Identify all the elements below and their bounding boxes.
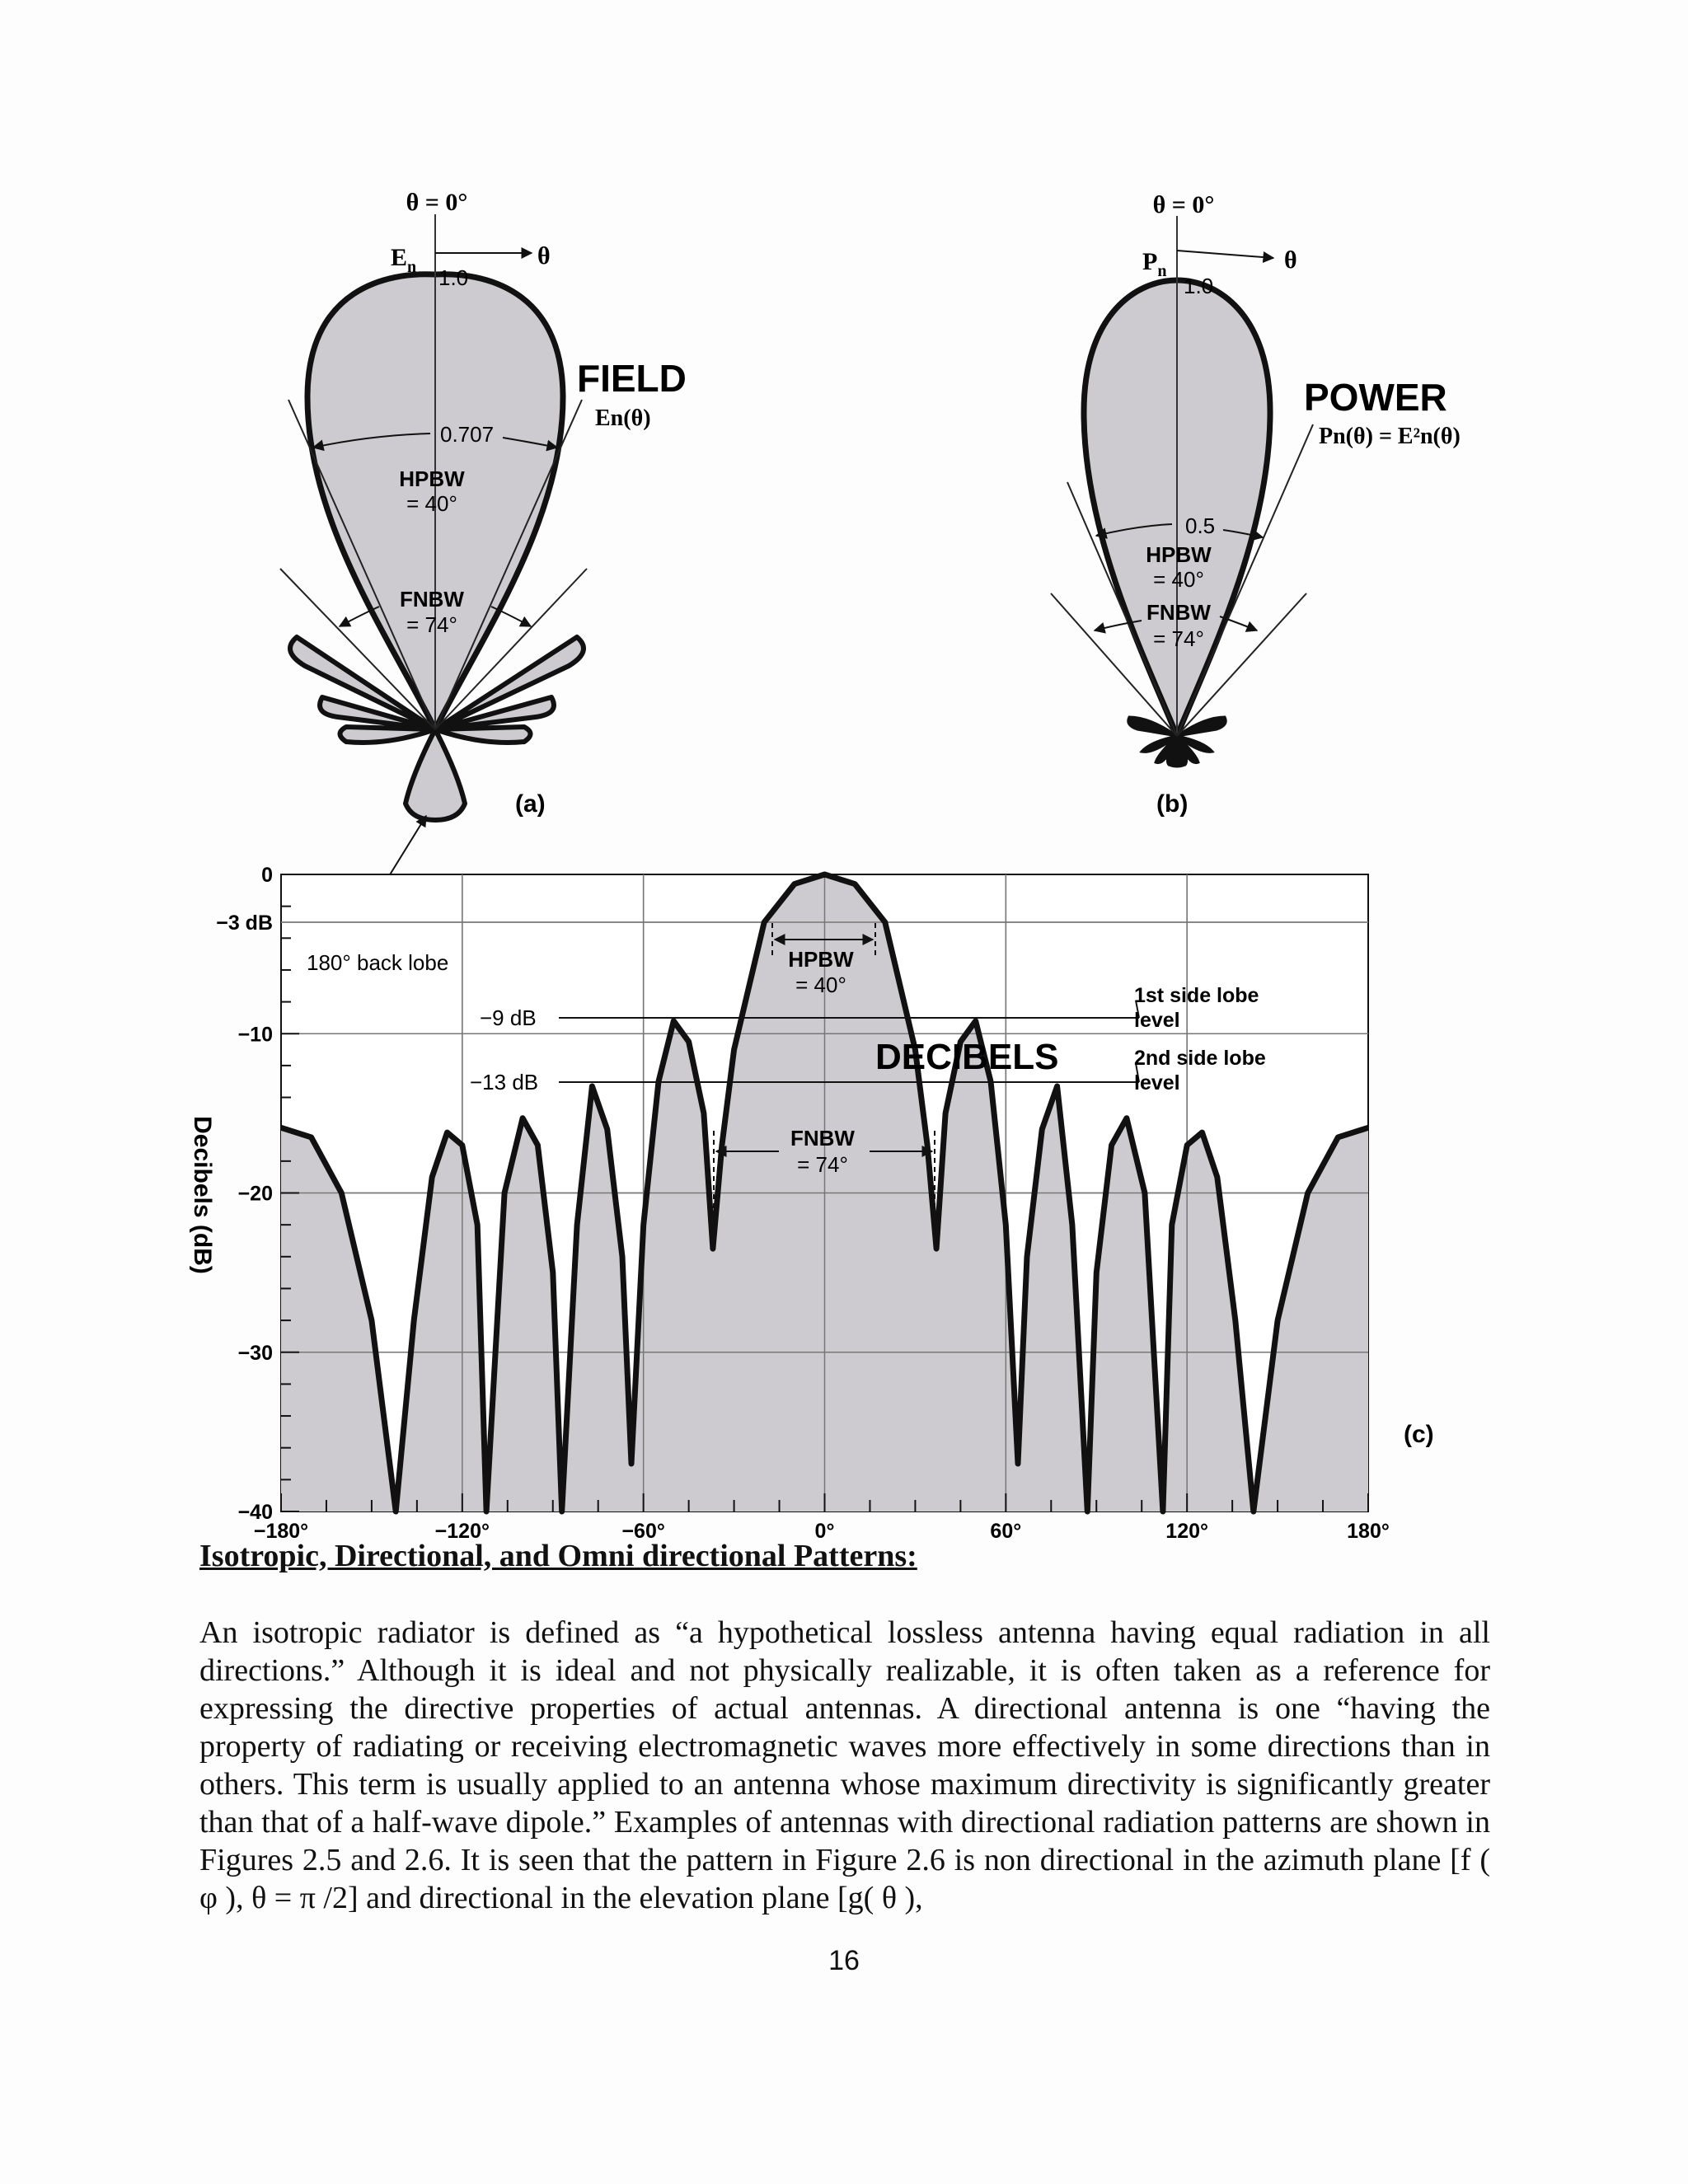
body-paragraph: An isotropic radiator is defined as “a hypothetical lossless antenna having equal radiation in all directions.” Although it is ideal and not physically realizable, it is often taken as a reference for expressing the directive properties of actual antennas. A directional antenna is one “having the property of radiating or receiving electromagnetic waves more effectively in some directions than in others. This term is usually applied to an antenna whose maximum directivity is significantly greater than that of a half-wave dipole.” Examples of antennas with directional radiation patterns are shown in Figures 2.5 and 2.6. It is seen that the pattern in Figure 2.6 is non directional in the azimuth plane [f ( φ ), θ = π /2] and directional in the elevation plane [g( θ ), (199, 1615, 1490, 1915)
data-point (590, 1085, 593, 1088)
data-point (412, 1319, 415, 1322)
side1-label-line2: level (1134, 1009, 1180, 1032)
data-point (1110, 1144, 1114, 1147)
data-point (279, 1126, 283, 1129)
field-theta-arrow-label: θ (537, 242, 551, 269)
data-point (1252, 1510, 1255, 1513)
data-point (606, 1127, 609, 1131)
data-point (793, 883, 796, 886)
data-point (1004, 1223, 1007, 1226)
data-point (672, 1019, 675, 1023)
y-tick-label: −3 dB (216, 911, 273, 935)
data-point (560, 1510, 564, 1513)
data-point (1276, 1319, 1279, 1322)
x-tick-label: 120° (1165, 1520, 1209, 1543)
data-point (720, 1144, 724, 1147)
data-point (1056, 1085, 1059, 1088)
data-point (762, 921, 766, 924)
x-tick-label: 180° (1347, 1520, 1390, 1543)
data-point (430, 1175, 434, 1179)
data-point (340, 1192, 343, 1195)
side1-label-line1: 1st side lobe (1134, 984, 1259, 1007)
data-point (476, 1223, 479, 1226)
power-half-power-value: 0.5 (1185, 513, 1216, 538)
data-point (1143, 1192, 1146, 1195)
data-point (575, 1223, 579, 1226)
power-formula: Pn(θ) = E²n(θ) (1319, 424, 1461, 449)
x-tick-label: −60° (621, 1520, 665, 1543)
data-point (1216, 1175, 1219, 1179)
chart-y-axis-label: Decibels (dB) (189, 1116, 216, 1274)
panel-b-label: (b) (1156, 790, 1189, 818)
data-point (503, 1192, 506, 1195)
data-point (884, 921, 887, 924)
section-heading: Isotropic, Directional, and Omni directional Patterns: (199, 1539, 917, 1573)
data-point (1200, 1131, 1203, 1134)
data-point (687, 1040, 691, 1043)
data-point (1306, 1192, 1310, 1195)
data-point (974, 1019, 978, 1023)
data-point (1040, 1127, 1043, 1131)
data-point (935, 1247, 938, 1250)
power-hpbw-value: = 40° (1153, 567, 1204, 592)
data-point (1085, 1510, 1089, 1513)
data-point (926, 1144, 929, 1147)
data-point (1185, 1144, 1189, 1147)
x-tick-label: 0° (814, 1520, 835, 1543)
field-hpbw-label: HPBW (399, 466, 465, 491)
power-fnbw-label: FNBW (1146, 600, 1211, 625)
data-point (823, 873, 827, 876)
minus9-label: −9 dB (480, 1005, 537, 1030)
y-tick-label: −10 (237, 1023, 273, 1047)
data-point (733, 1048, 736, 1052)
data-point (310, 1136, 313, 1139)
data-point (630, 1462, 633, 1465)
power-peak-label: 1.0 (1184, 274, 1214, 298)
data-point (1170, 1223, 1174, 1226)
data-point (1161, 1510, 1165, 1513)
data-point (1234, 1319, 1237, 1322)
data-point (1336, 1136, 1339, 1139)
field-title: FIELD (577, 357, 687, 400)
y-tick-label: −20 (237, 1182, 273, 1206)
x-tick-label: 60° (990, 1520, 1022, 1543)
decibel-chart (189, 864, 1434, 1543)
power-theta-arrow-label: θ (1284, 246, 1297, 274)
data-point (1025, 1255, 1029, 1258)
field-fnbw-value: = 74° (406, 612, 457, 637)
fnbw-value: = 74° (797, 1152, 848, 1177)
data-point (446, 1131, 449, 1134)
data-point (1071, 1223, 1074, 1226)
data-point (944, 1112, 947, 1115)
field-axis-label: $E_n$ (391, 244, 417, 276)
power-theta-direction-arrow (1177, 251, 1273, 258)
field-fnbw-label: FNBW (400, 587, 464, 612)
side2-label-line1: 2nd side lobe (1134, 1047, 1266, 1070)
data-point (485, 1510, 488, 1513)
power-pattern-panel (1051, 191, 1461, 818)
minus13-label: −13 dB (470, 1070, 539, 1094)
data-point (1125, 1117, 1128, 1120)
data-point (621, 1255, 624, 1258)
data-point (711, 1247, 715, 1250)
x-tick-label: −180° (253, 1520, 309, 1543)
fnbw-label: FNBW (790, 1126, 855, 1151)
data-point (521, 1117, 524, 1120)
field-formula: En(θ) (595, 405, 651, 431)
panel-c-label: (c) (1404, 1421, 1434, 1448)
data-point (394, 1510, 397, 1513)
power-title: POWER (1304, 376, 1447, 419)
field-hpbw-value: = 40° (406, 491, 457, 516)
data-point (853, 883, 856, 886)
y-tick-label: −40 (237, 1501, 273, 1524)
data-point (1367, 1126, 1370, 1129)
power-theta-zero: θ = 0° (1152, 191, 1215, 218)
power-hpbw-label: HPBW (1146, 542, 1212, 567)
data-point (551, 1271, 555, 1274)
decibels-title: DECIBELS (875, 1037, 1059, 1077)
data-point (536, 1144, 539, 1147)
y-tick-label: 0 (261, 864, 273, 887)
data-point (1095, 1271, 1098, 1274)
x-tick-label: −120° (434, 1520, 490, 1543)
data-point (1016, 1462, 1020, 1465)
hpbw-value: = 40° (795, 972, 846, 997)
back-lobe-label: 180° back lobe (307, 950, 449, 975)
power-fnbw-value: = 74° (1153, 626, 1204, 651)
data-point (702, 1112, 706, 1115)
data-point (370, 1319, 373, 1322)
hpbw-label: HPBW (788, 947, 854, 972)
panel-a-label: (a) (515, 790, 546, 818)
field-peak-label: 1.0 (438, 265, 469, 290)
data-point (461, 1144, 464, 1147)
field-theta-zero: θ = 0° (406, 189, 468, 216)
data-point (642, 1223, 645, 1226)
field-half-power-value: 0.707 (440, 422, 495, 447)
y-tick-label: −30 (237, 1341, 273, 1365)
power-axis-label: $P_n$ (1142, 248, 1167, 280)
page-number: 16 (828, 1945, 860, 1976)
side2-label-line2: level (1134, 1071, 1180, 1094)
